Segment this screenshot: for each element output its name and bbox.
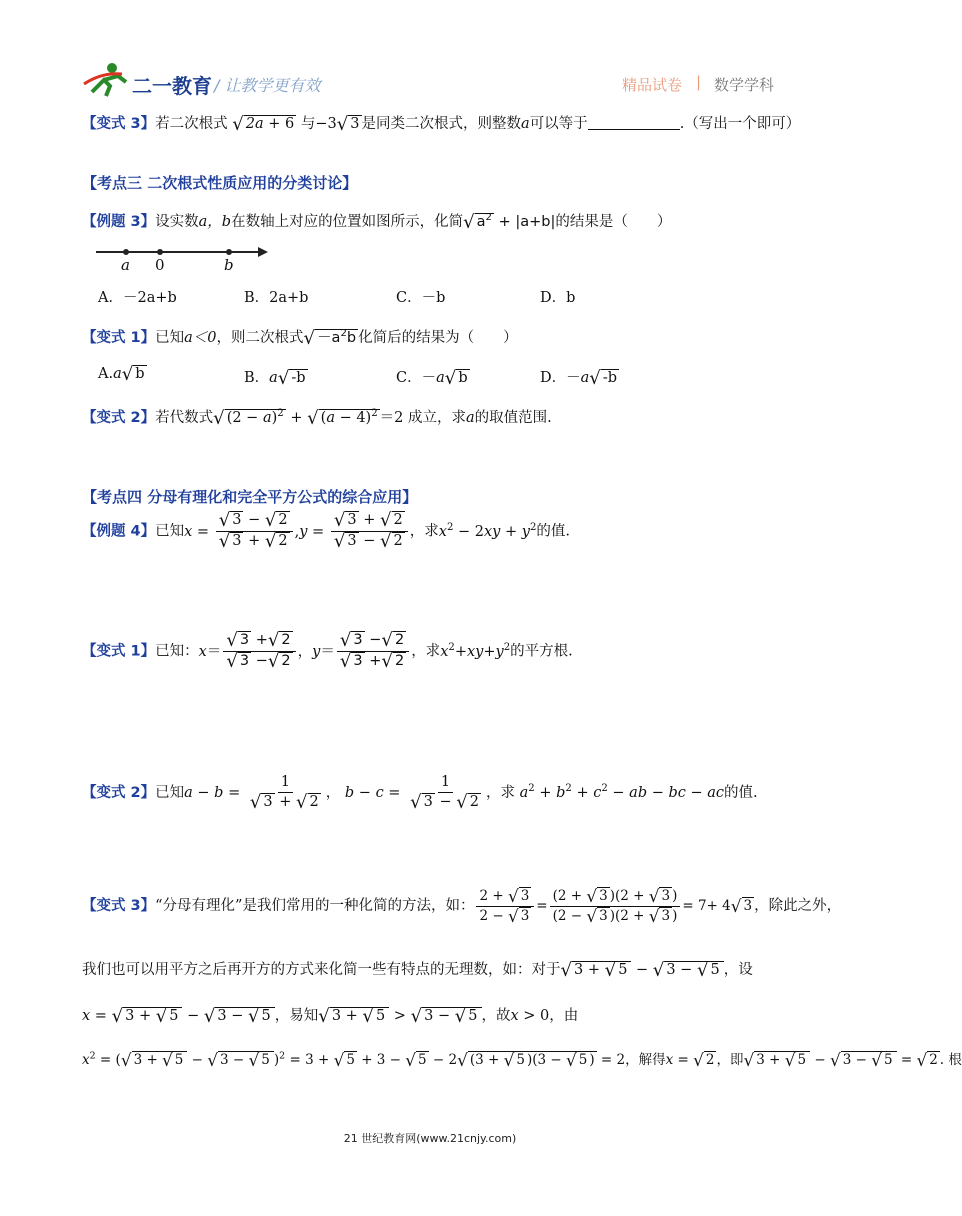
text: ，故	[481, 1008, 511, 1024]
option-c[interactable]: C．－b	[396, 290, 446, 306]
runner-logo-icon	[82, 62, 130, 98]
logo-text: 二一教育	[132, 74, 212, 98]
number-line	[92, 242, 272, 274]
text: 已知：	[155, 643, 199, 660]
tag-label: 【例题 4】	[82, 523, 156, 540]
text: 若二次根式	[155, 116, 228, 132]
text: . 根	[939, 1052, 962, 1068]
tag-label: 【变式 1】	[82, 330, 156, 346]
tag-label: 【变式 1】	[82, 643, 156, 660]
header-divider: |	[696, 73, 702, 91]
problem-s1: 【变式 3】若二次根式 √ 2a + 6 与−3√ 3 是同类二次根式，则整数a可以等于 .（写出一个即可）	[82, 114, 801, 135]
problem-ex3: 【例题 3】设实数a，b在数轴上对应的位置如图所示，化简√ $a^2 + |a+b|$的结果是（ ）	[82, 212, 672, 233]
text: 已知	[155, 784, 185, 801]
v1-option-a[interactable]: A.a√ b	[98, 364, 145, 385]
tag-label: 【变式 2】	[82, 410, 156, 426]
option-a[interactable]: A．－2a+b	[98, 290, 177, 306]
text: 的值.	[536, 523, 571, 540]
section-title-3: 【考点三 二次根式性质应用的分类讨论】	[82, 174, 358, 192]
slogan: / 让教学更有效	[214, 76, 321, 95]
text: ，求	[486, 784, 515, 801]
problem-ex4: 【例题 4】已知x = $\frac{√ 3 - √ 2}{√ 3 + √ 2}$ ,y = $\frac{√ 3 + √ 2}{√ 3 - √ 2}$ ，求$x^2 - 2xy + y^2$的值.	[82, 510, 571, 553]
text: ，易知	[274, 1008, 319, 1024]
v1-option-c[interactable]: C．－a√ b	[396, 368, 468, 389]
text: 已知	[155, 523, 185, 540]
problem-w3-line4: $x^2$ = (√ 3 + √ 5 − √ 3 − √ 5 )$^2$ = 3 + √ 5 + 3 − √ 5 − 2√ (3 + √ 5 )(3 − √ 5 ) = 2，解得x = √ 2 ，即√ 3 + √ 5 − √ 3 − √ 5 = √ 2 . 根	[82, 1050, 962, 1070]
tag-label: 【例题 3】	[82, 214, 156, 230]
text: ，由	[549, 1008, 579, 1024]
text: 的取值范围.	[474, 410, 552, 426]
text: 我们也可以用平方之后再开方的方式来化简一些有特点的无理数，如：对于	[82, 962, 561, 978]
problem-w2: 【变式 2】已知a − b = $\frac{1}{√ 3 + √ 2}$ ， b − c = $\frac{1}{√ 3 - √ 2}$ ，求 $a^2 + b^2 + c^2$ − ab − bc − ac的值.	[82, 774, 758, 813]
header	[82, 62, 782, 102]
text: 与	[300, 116, 316, 132]
text: 设实数	[155, 214, 199, 230]
text: 的值.	[724, 784, 758, 801]
problem-w3-line2: 我们也可以用平方之后再开方的方式来化简一些有特点的无理数，如：对于√ 3 + √ 5 − √ 3 − √ 5 ，设	[82, 960, 753, 981]
v1-option-d[interactable]: D．－a√ -b	[540, 368, 618, 389]
option-b[interactable]: B．2a+b	[244, 290, 309, 306]
var: a，b	[198, 214, 232, 230]
numberline-label-0: 0	[155, 256, 165, 274]
text: 化简后的结果为（ ）	[358, 330, 518, 346]
tag-label: 【变式 3】	[82, 897, 156, 914]
text: 可以等于	[529, 116, 588, 132]
problem-w3-line3: x = √ 3 + √ 5 − √ 3 − √ 5 ，易知√ 3 + √ 5 > √ 3 − √ 5 ，故x > 0，由	[82, 1006, 579, 1027]
text: ＝2 成立，求	[379, 410, 467, 426]
text: ，解得	[625, 1052, 666, 1068]
text: ，除此之外，	[754, 897, 842, 914]
sqrt-expr: √ 2a + 6	[232, 114, 295, 135]
tag-label: 【变式 2】	[82, 784, 156, 801]
text: ，设	[723, 962, 753, 978]
var: a	[521, 116, 530, 132]
problem-w3-line1: 【变式 3】“分母有理化”是我们常用的一种化简的方法，如： $\frac{2 + √ 3}{2 - √ 3}$ = $\frac{(2 + √ 3 )(2 + √ 3 )}{(2 - √ 3 )(2 + √ 3 )}$ = 7+ 4√ 3 ，除此之外，	[82, 886, 842, 926]
numberline-label-b: b	[224, 256, 234, 274]
problem-v1: 【变式 1】已知a＜0，则二次根式√ $-a^2b$ 化简后的结果为（ ）	[82, 328, 518, 349]
footer: 21 世纪教育网(www.21cnjy.com)	[343, 1132, 517, 1145]
header-right-b: 数学学科	[714, 76, 775, 94]
condition: a＜0	[184, 330, 217, 346]
v1-option-b[interactable]: B．a√ -b	[244, 368, 306, 389]
numberline-label-a: a	[121, 256, 130, 274]
text: 的结果是（ ）	[555, 214, 672, 230]
text: 若代数式	[155, 410, 214, 426]
section-title-4: 【考点四 分母有理化和完全平方公式的综合应用】	[82, 488, 418, 506]
tag-label: 【变式 3】	[82, 116, 156, 132]
text: “分母有理化”是我们常用的一种化简的方法，如：	[155, 897, 475, 914]
answer-blank[interactable]	[588, 115, 680, 130]
text: .（写出一个即可）	[679, 116, 801, 132]
text: 的平方根.	[510, 643, 573, 660]
text: 是同类二次根式，则整数	[361, 116, 522, 132]
text: ，求	[411, 643, 441, 660]
text: ，求	[409, 523, 439, 540]
problem-v2: 【变式 2】若代数式√ $(2 - a)^2$ + √ $(a - 4)^2 =2$ 成立，求a的取值范围.	[82, 408, 552, 429]
text: ，即	[716, 1052, 744, 1068]
text: ，则二次根式	[216, 330, 304, 346]
text: 已知	[155, 330, 185, 346]
header-right-a: 精品试卷	[622, 76, 683, 94]
option-d[interactable]: D．b	[540, 290, 576, 306]
var: a	[466, 410, 475, 426]
text: 在数轴上对应的位置如图所示，化简	[231, 214, 464, 230]
problem-w1: 【变式 1】已知：x＝ $\frac{√ 3 +√ 2}{√ 3 -√ 2}$ ，y＝ $\frac{√ 3 -√ 2}{√ 3 +√ 2}$ ，求$x^2+xy+y^2$的平方根.	[82, 630, 573, 673]
